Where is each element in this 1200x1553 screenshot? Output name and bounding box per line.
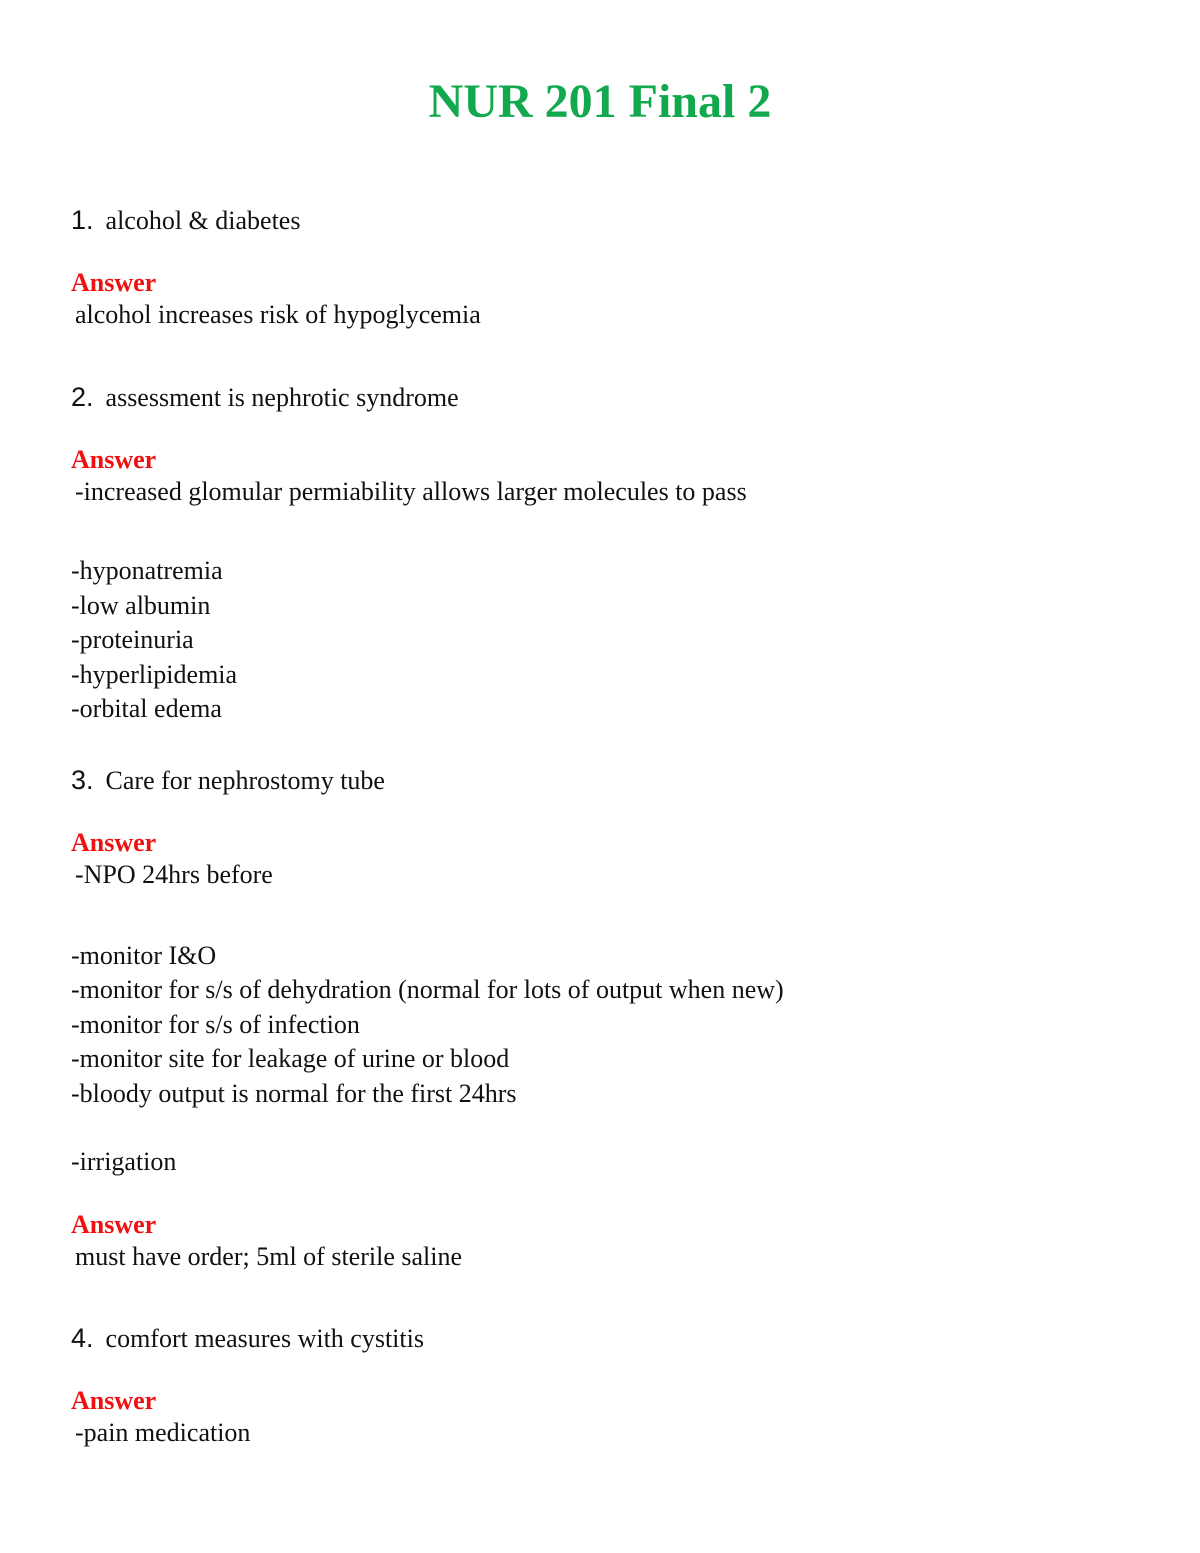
page-title: NUR 201 Final 2 xyxy=(428,75,772,128)
question-2 xyxy=(71,380,459,415)
question-3-text: Care for nephrostomy tube xyxy=(105,766,385,795)
answer-3-line-5: -monitor site for leakage of urine or blood xyxy=(71,1044,510,1073)
question-2-number: 2. xyxy=(71,382,94,412)
answer-4-line-1: -pain medication xyxy=(75,1418,251,1447)
answer-label-3b: Answer xyxy=(71,1210,157,1239)
answer-2-line-3: -low albumin xyxy=(71,591,211,620)
question-3 xyxy=(71,763,385,798)
answer-2-line-5: -hyperlipidemia xyxy=(71,660,238,689)
answer-3-line-4: -monitor for s/s of infection xyxy=(71,1010,360,1039)
answer-3-line-6: -bloody output is normal for the first 24hrs xyxy=(71,1079,517,1108)
answer-2-line-1: -increased glomular permiability allows larger molecules to pass xyxy=(75,477,747,506)
question-1 xyxy=(71,203,300,238)
answer-2-line-2: -hyponatremia xyxy=(71,556,223,585)
question-4-number: 4. xyxy=(71,1323,94,1353)
question-2-text: assessment is nephrotic syndrome xyxy=(105,383,459,412)
question-3-number: 3. xyxy=(71,765,94,795)
answer-2-line-6: -orbital edema xyxy=(71,694,222,723)
answer-3-line-1: -NPO 24hrs before xyxy=(75,860,273,889)
question-1-number: 1. xyxy=(71,205,94,235)
answer-label-4: Answer xyxy=(71,1386,157,1415)
question-4 xyxy=(71,1321,424,1356)
question-1-text: alcohol & diabetes xyxy=(105,206,301,235)
answer-label-2: Answer xyxy=(71,445,157,474)
question-4-text: comfort measures with cystitis xyxy=(105,1324,424,1353)
answer-label-1: Answer xyxy=(71,268,157,297)
answer-1-line-1: alcohol increases risk of hypoglycemia xyxy=(75,300,481,329)
answer-label-3: Answer xyxy=(71,828,157,857)
answer-3-line-3: -monitor for s/s of dehydration (normal for lots of output when new) xyxy=(71,975,784,1004)
answer-3-line-2: -monitor I&O xyxy=(71,941,217,970)
answer-3b-line-1: must have order; 5ml of sterile saline xyxy=(75,1242,463,1271)
answer-2-line-4: -proteinuria xyxy=(71,625,194,654)
sub-question-irrigation: -irrigation xyxy=(71,1147,177,1176)
